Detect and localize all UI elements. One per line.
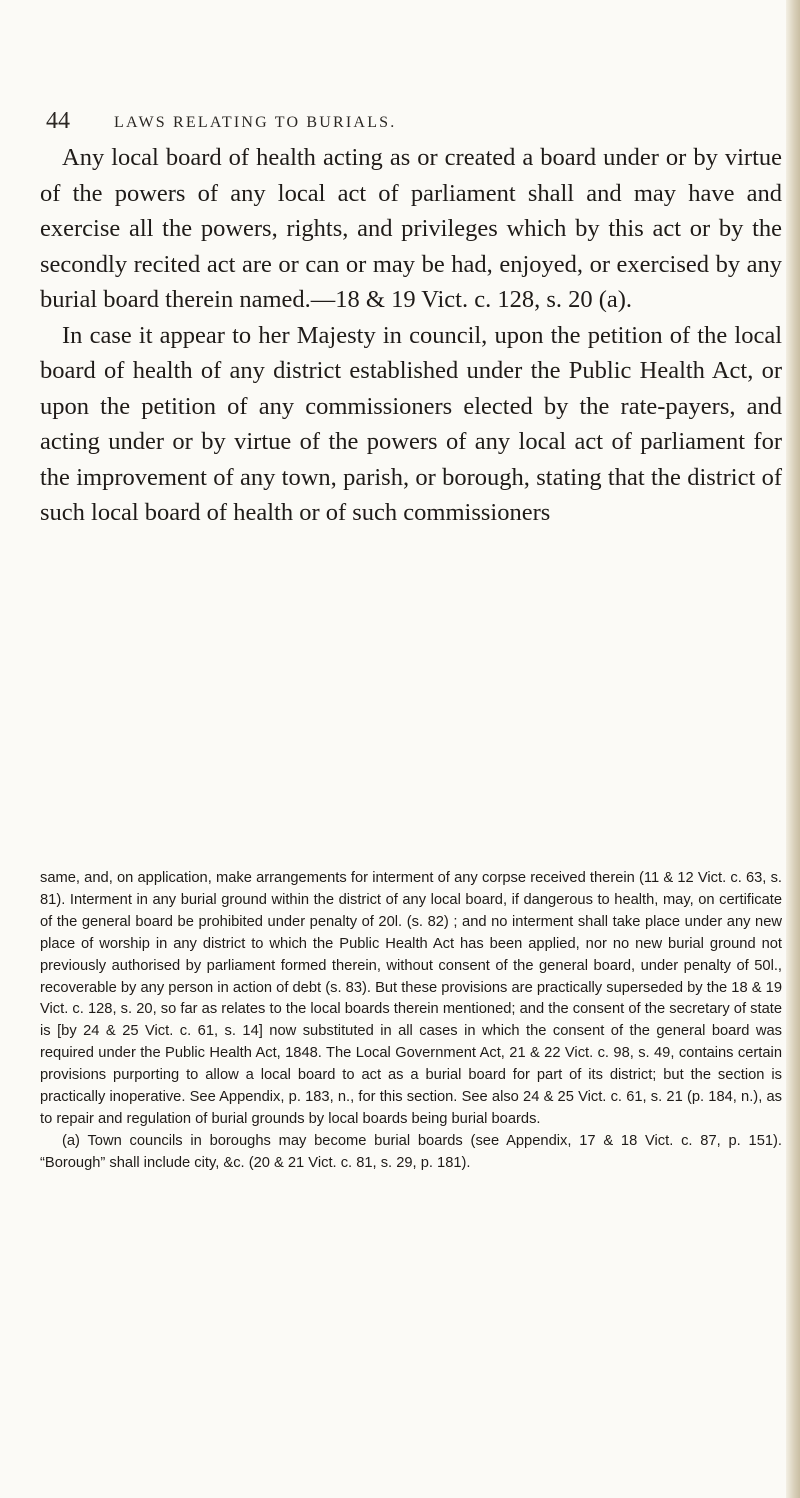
page-edge [786,0,800,1498]
footnote-a: (a) Town councils in boroughs may become burial boards (see Appendix, 17 & 18 Vict. c. 87, p. 151). “Borough” shall include city, &c. (20 & 21 Vict. c. 81, s. 29, p. 181). [40,1132,782,1171]
footnote-continuation: same, and, on application, make arrangements for interment of any corpse received therein (11 & 12 Vict. c. 63, s. 81). Interment in any burial ground within the district of any local board, if dangerous to health, may, on certificate of the general board be prohibited under penalty of 20l. (s. 82) ; and no interment shall take place under any new place of worship in any district to which the Public Health Act has been applied, nor no new burial ground not previously authorised by parliament formed therein, without consent of the general board, under penalty of 50l., recoverable by any person in action of debt (s. 83). But these provisions are practically superseded by the 18 & 19 Vict. c. 128, s. 20, so far as relates to the local boards therein mentioned; and the consent of the secretary of state is [by 24 & 25 Vict. c. 61, s. 14] now substituted in all cases in which the consent of the general board was required under the Public Health Act, 1848. The Local Government Act, 21 & 22 Vict. c. 98, s. 49, contains certain provisions purporting to allow a local board to act as a burial board for part of its district; but the section is practically inoperative. See Appendix, p. 183, n., for this section. See also 24 & 25 Vict. c. 61, s. 21 (p. 184, n.), as to repair and regulation of burial grounds by local boards being burial boards. [40,870,782,1127]
footnotes [40,868,782,1175]
running-head: LAWS RELATING TO BURIALS. [114,114,397,131]
page-number: 44 [46,108,70,134]
body-paragraph: In case it appear to her Majesty in council, upon the petition of the local board of health of any district established under the Public Health Act, or upon the petition of any commissioners elected by the rate-payers, and acting under or by virtue of the powers of any local act of parliament for the improvement of any town, parish, or borough, stating that the district of such local board of health or of such commissioners [40,321,782,526]
body-paragraph: Any local board of health acting as or created a board under or by virtue of the powers of any local act of parliament shall and may have and exercise all the powers, rights, and privileges which by this act or by the secondly recited act are or can or may be had, enjoyed, or exercised by any burial board therein named.—18 & 19 Vict. c. 128, s. 20 (a). [40,144,782,313]
main-text [40,140,782,531]
page-header [46,106,686,140]
